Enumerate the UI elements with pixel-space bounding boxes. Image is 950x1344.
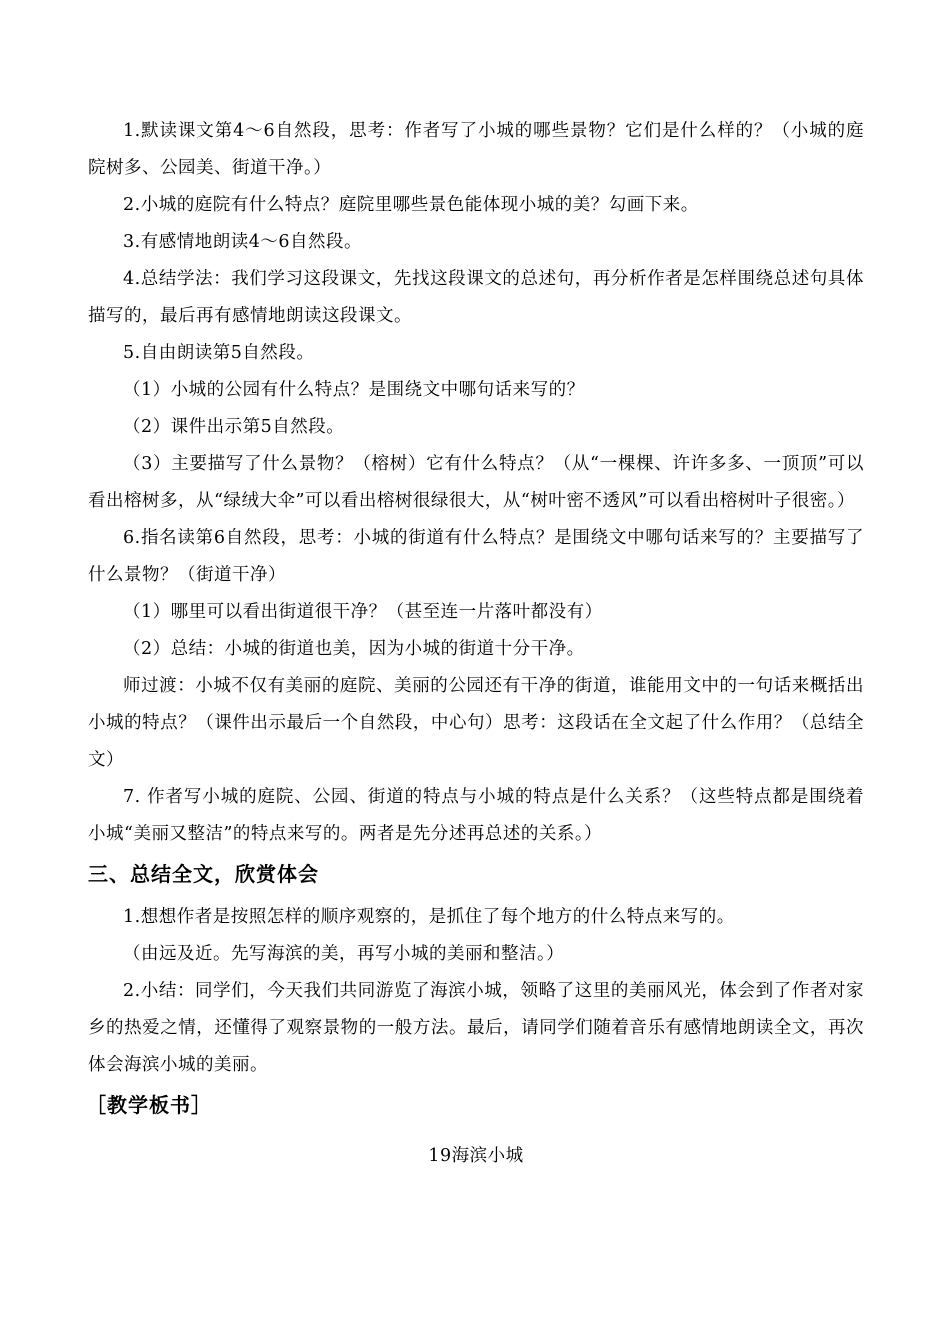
board-title: ［教学板书］ — [86, 1093, 212, 1117]
document-page — [88, 113, 864, 1175]
paragraph-2: 2.小城的庭院有什么特点？庭院里哪些景色能体现小城的美？勾画下来。 — [123, 195, 699, 215]
paragraph-6-1: （1）哪里可以看出街道很干净？（甚至连一片落叶都没有） — [123, 602, 603, 622]
summary-paragraph-2: （由远及近。先写海滨的美，再写小城的美丽和整洁。） — [123, 944, 565, 964]
paragraph-4: 4.总结学法：我们学习这段课文，先找这段课文的总述句，再分析作者是怎样围绕总述句具体描写的，最后再有感情地朗读这段课文。 — [88, 269, 864, 326]
board-heading: 19海滨小城 — [428, 1146, 524, 1166]
summary-paragraph-3: 2.小结：同学们，今天我们共同游览了海滨小城，领略了这里的美丽风光，体会到了作者对家乡的热爱之情，还懂得了观察景物的一般方法。最后，请同学们随着音乐有感情地朗读全文，再次体会海滨小城的美丽。 — [88, 981, 864, 1075]
paragraph-7: 7. 作者写小城的庭院、公园、街道的特点与小城的特点是什么关系？（这些特点都是围绕着小城“美丽又整洁”的特点来写的。两者是先分述再总述的关系。） — [88, 787, 864, 844]
paragraph-transition: 师过渡：小城不仅有美丽的庭院、美丽的公园还有干净的街道，谁能用文中的一句话来概括出小城的特点？（课件出示最后一个自然段，中心句）思考：这段话在全文起了什么作用？（总结全文） — [88, 676, 864, 770]
paragraph-6-2: （2）总结：小城的街道也美，因为小城的街道十分干净。 — [123, 639, 585, 659]
paragraph-5-1: （1）小城的公园有什么特点？是围绕文中哪句话来写的？ — [123, 380, 585, 400]
paragraph-3: 3.有感情地朗读4～6自然段。 — [123, 232, 362, 252]
paragraph-1: 1.默读课文第4～6自然段，思考：作者写了小城的哪些景物？它们是什么样的？（小城的庭院树多、公园美、街道干净。） — [88, 121, 864, 178]
summary-paragraph-1: 1.想想作者是按照怎样的顺序观察的，是抓住了每个地方的什么特点来写的。 — [123, 907, 735, 927]
paragraph-5-3: （3）主要描写了什么景物？（榕树）它有什么特点？（从“一棵棵、许许多多、一顶顶”可以看出榕树多，从“绿绒大伞”可以看出榕树很绿很大，从“树叶密不透风”可以看出榕树叶子很密。） — [88, 454, 864, 511]
paragraph-5-2: （2）课件出示第5自然段。 — [123, 417, 345, 437]
section-heading: 三、总结全文，欣赏体会 — [88, 862, 319, 886]
paragraph-5: 5.自由朗读第5自然段。 — [123, 343, 315, 363]
paragraph-6: 6.指名读第6自然段，思考：小城的街道有什么特点？是围绕文中哪句话来写的？主要描写了什么景物？（街道干净） — [88, 528, 864, 585]
